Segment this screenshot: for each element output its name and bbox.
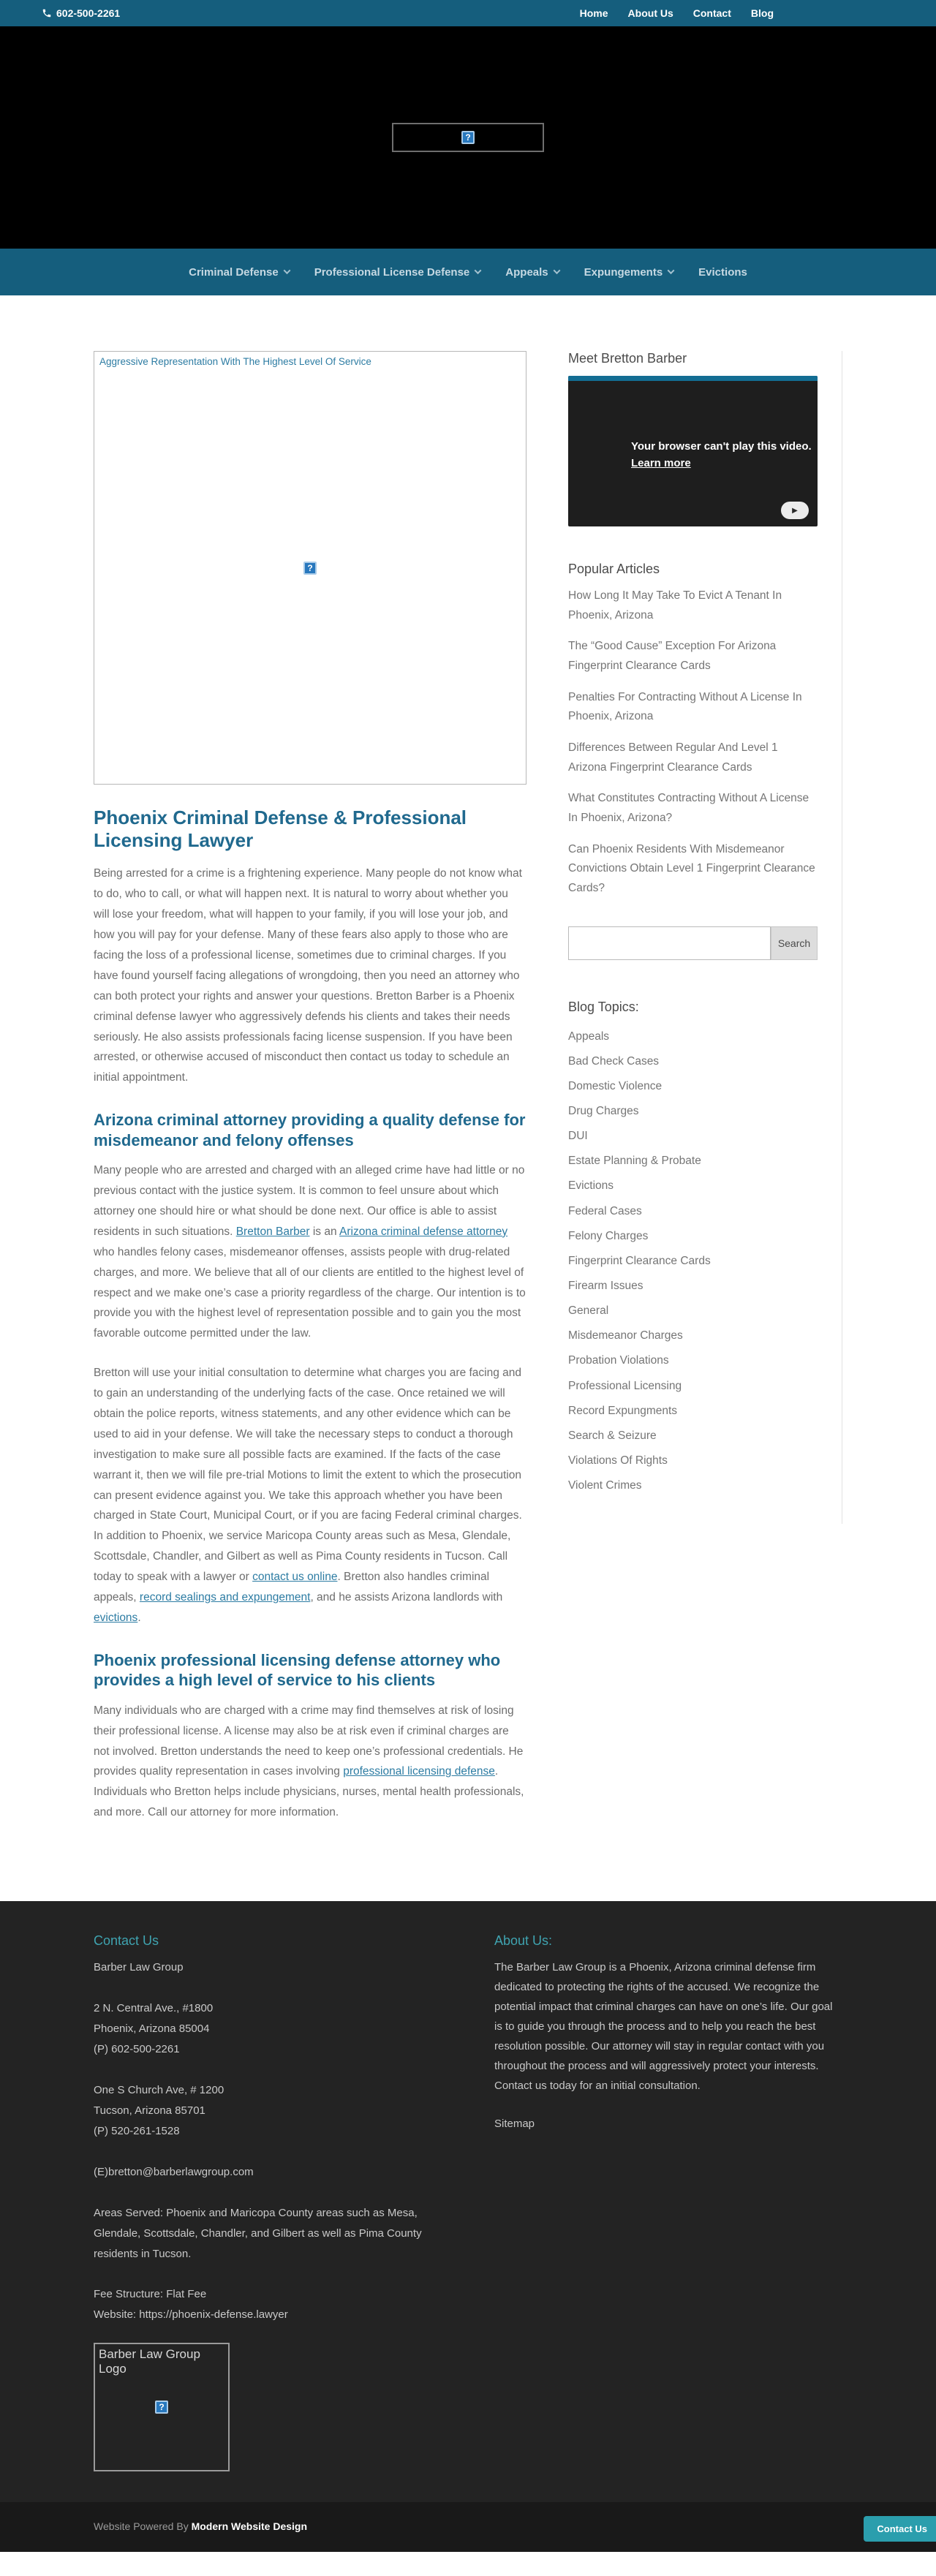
meet-heading: Meet Bretton Barber <box>568 351 687 366</box>
blog-topic-link[interactable]: Misdemeanor Charges <box>568 1329 683 1342</box>
blog-topic-link[interactable]: Domestic Violence <box>568 1079 663 1092</box>
hero-image-alt-text: Aggressive Representation With The Highest Level Of Service <box>99 356 371 367</box>
sidebar <box>568 351 842 1524</box>
footer-about-column <box>494 1933 842 2471</box>
site-header <box>0 26 936 249</box>
footer-contact-line: Phoenix, Arizona 85004 <box>94 2022 210 2035</box>
broken-image-icon: ? <box>461 131 475 144</box>
blog-topic-link[interactable]: Estate Planning & Probate <box>568 1155 701 1168</box>
broken-image-icon: ? <box>155 2401 168 2414</box>
footer-contact-line: (E)bretton@barberlawgroup.com <box>94 2166 254 2178</box>
primary-nav-label: Expungements <box>584 265 663 279</box>
footer-contact-line <box>94 2142 443 2162</box>
broken-image-icon: ? <box>303 562 317 575</box>
blog-topic-link[interactable]: Probation Violations <box>568 1354 669 1367</box>
popular-article-link[interactable]: The “Good Cause” Exception For Arizona Fingerprint Clearance Cards <box>568 640 777 672</box>
primary-nav-label: Appeals <box>505 265 548 279</box>
inline-text-link[interactable]: professional licensing defense <box>343 1765 495 1778</box>
footer <box>0 1901 936 2502</box>
search-button[interactable]: Search <box>771 926 818 960</box>
chevron-down-icon <box>283 267 290 274</box>
consultation-paragraph: Bretton will use your initial consultation to determine what charges you are facing and to gain an understanding of the underlying facts of the case. Once retained we will obtain the police reports, witness statements, and any other evidence which can be used to aid in your defense. We will take the necessary steps to conduct a thorough investigation to make sure all possible facts are examined. If the facts of the case warrant it, then we will file pre-trial Motions to limit the extent to which the prosecution can present evidence against you. We take this approach whether you have been charged in State Court, Municipal Court, or if you are facing Federal criminal charges. In addition to Phoenix, we service Maricopa County areas such as Mesa, Glendale, Scottsdale, Chandler, and Gilbert as well as Pima County residents in Tucson. Call today to speak with a lawyer or contact us online. Bretton also handles criminal appeals, record sealings and expungement, and he assists Arizona landlords with evictions. <box>94 1367 522 1624</box>
blog-topics-heading: Blog Topics: <box>568 999 639 1014</box>
phone-link[interactable] <box>42 7 120 19</box>
primary-nav-item[interactable] <box>189 266 290 279</box>
main-column <box>94 351 526 1872</box>
primary-nav-item[interactable] <box>584 266 674 279</box>
hero-broken-image <box>94 351 526 785</box>
blog-topic-link[interactable]: Firearm Issues <box>568 1279 644 1292</box>
footer-contact-line <box>94 2060 443 2080</box>
blog-topic-link[interactable]: Federal Cases <box>568 1204 642 1217</box>
blog-topic-link[interactable]: Appeals <box>568 1030 610 1043</box>
inline-text-link[interactable]: evictions <box>94 1611 138 1624</box>
intro-paragraph: Being arrested for a crime is a frightening experience. Many people do not know what to do, who to call, or what will happen next. It is natural to worry about whether you will lose your freedom, what will happen to your family, if you will lose your job, and how you will pay for your defense. Many of these fears also apply to those who are facing the loss of a professional license, sometimes due to criminal charges. If you have found yourself facing allegations of wrongdoing, then you need an attorney who can both protect your rights and answer your questions. Bretton Barber is a Phoenix criminal defense lawyer who aggressively defends his clients and takes their needs seriously. He also assists professionals facing license suspension. If you have been arrested, or otherwise accused of misconduct then contact us today to schedule an initial appointment. <box>94 867 522 1084</box>
footer-logo-alt-text: Barber Law Group Logo <box>99 2347 200 2376</box>
chevron-down-icon <box>553 267 560 274</box>
blog-topic-link[interactable]: Violations Of Rights <box>568 1454 668 1467</box>
sitemap-link[interactable]: Sitemap <box>494 2118 535 2130</box>
secondary-nav-link[interactable]: Contact <box>692 7 731 19</box>
blog-topic-link[interactable]: Violent Crimes <box>568 1479 642 1492</box>
video-play-button[interactable] <box>781 502 809 519</box>
footer-contact-line: 2 N. Central Ave., #1800 <box>94 2002 214 2014</box>
footer-contact-heading: Contact Us <box>94 1933 159 1948</box>
popular-articles-heading: Popular Articles <box>568 562 660 576</box>
footer-contact-line: (P) 520-261-1528 <box>94 2125 180 2137</box>
footer-fee-structure: Fee Structure: Flat Fee <box>94 2288 207 2301</box>
video-top-bar <box>568 376 818 381</box>
popular-articles-list <box>568 586 818 899</box>
footer-areas-served: Areas Served: Phoenix and Maricopa County areas such as Mesa, Glendale, Scottsdale, Chandler, and Gilbert as well as Pima County residents in Tucson. <box>94 2207 422 2260</box>
primary-nav-item[interactable] <box>505 266 559 279</box>
site-logo-broken-image[interactable] <box>392 123 544 152</box>
footer-logo-broken-image <box>94 2343 230 2471</box>
page-title: Phoenix Criminal Defense & Professional Licensing Lawyer <box>94 807 467 852</box>
licensing-attorney-heading: Phoenix professional licensing defense attorney who provides a high level of service to his clients <box>94 1650 501 1690</box>
blog-topic-link[interactable]: General <box>568 1304 609 1318</box>
blog-topic-link[interactable]: DUI <box>568 1130 588 1143</box>
blog-topic-link[interactable]: Drug Charges <box>568 1104 639 1117</box>
footer-contact-line: Tucson, Arizona 85701 <box>94 2104 205 2117</box>
inline-text-link[interactable]: record sealings and expungement <box>139 1590 311 1604</box>
blog-topics-list <box>568 1030 818 1494</box>
inline-text-link[interactable]: contact us online <box>252 1571 338 1584</box>
popular-article-link[interactable]: Can Phoenix Residents With Misdemeanor Convictions Obtain Level 1 Fingerprint Clearance Cards? <box>568 842 815 894</box>
video-error-message: Your browser can't play this video. Learn more <box>631 439 812 472</box>
phone-number: 602-500-2261 <box>56 7 121 19</box>
primary-nav-label: Criminal Defense <box>189 265 279 279</box>
video-player[interactable] <box>568 376 818 526</box>
phone-icon <box>42 8 52 18</box>
bottom-bar <box>0 2502 936 2552</box>
play-icon: ▶ <box>792 506 798 515</box>
popular-article-link[interactable]: How Long It May Take To Evict A Tenant In Phoenix, Arizona <box>568 589 782 622</box>
search-input[interactable] <box>568 926 771 960</box>
blog-topic-link[interactable]: Search & Seizure <box>568 1429 657 1442</box>
footer-website: Website: https://phoenix-defense.lawyer <box>94 2308 288 2321</box>
chevron-down-icon <box>668 267 675 274</box>
blog-topic-link[interactable]: Professional Licensing <box>568 1379 682 1392</box>
footer-contact-line: Barber Law Group <box>94 1961 184 1973</box>
sidebar-search <box>568 926 818 960</box>
video-learn-more-link[interactable]: Learn more <box>631 456 691 469</box>
blog-topic-link[interactable]: Felony Charges <box>568 1229 649 1242</box>
inline-text-link[interactable]: Arizona criminal defense attorney <box>339 1225 508 1238</box>
footer-contact-lines <box>94 1957 443 2183</box>
secondary-nav-link[interactable]: Blog <box>750 7 774 19</box>
blog-topic-link[interactable]: Fingerprint Clearance Cards <box>568 1254 711 1267</box>
primary-nav <box>0 249 936 295</box>
inline-text-link[interactable]: Bretton Barber <box>235 1225 310 1238</box>
secondary-nav <box>580 7 774 19</box>
footer-contact-line: One S Church Ave, # 1200 <box>94 2084 224 2096</box>
criminal-attorney-paragraph: Many people who are arrested and charged with an alleged crime have had little or no previous contact with the justice system. It is common to feel unsure about which attorney one should hire or what should be done next. Our office is able to assist residents in such situations. Bretton Barber is an Arizona criminal defense attorney who handles felony cases, misdemeanor offenses, assists people with drug-related charges, and more. We believe that all of our clients are entitled to the highest level of respect and we make one’s case a priority regardless of the charge. Our intention is to provide you with the highest level of representation possible and to gain you the most favorable outcome permitted under the law. <box>94 1164 526 1340</box>
blog-topic-link[interactable]: Record Expungments <box>568 1404 678 1417</box>
licensing-paragraph: Many individuals who are charged with a crime may find themselves at risk of losing their professional license. A license may also be at risk even if criminal charges are not involved. Bretton understands the need to keep one’s professional credentials. He provides quality representation in cases involving professional licensing defense. Individuals who Bretton helps include physicians, nurses, mental health professionals, and more. Call our attorney for more information. <box>94 1704 524 1819</box>
content-area <box>94 295 842 1901</box>
footer-contact-line: (P) 602-500-2261 <box>94 2043 180 2055</box>
footer-contact-column <box>94 1933 443 2471</box>
criminal-attorney-heading: Arizona criminal attorney providing a quality defense for misdemeanor and felony offenses <box>94 1111 526 1149</box>
blog-topic-link[interactable]: Evictions <box>568 1179 614 1193</box>
floating-contact-button[interactable]: Contact Us <box>864 2516 936 2542</box>
popular-article-link[interactable]: Penalties For Contracting Without A License In Phoenix, Arizona <box>568 690 802 723</box>
chevron-down-icon <box>475 267 482 274</box>
secondary-nav-link[interactable]: About Us <box>627 7 673 19</box>
primary-nav-label: Evictions <box>698 265 747 279</box>
popular-article-link[interactable]: Differences Between Regular And Level 1 Arizona Fingerprint Clearance Cards <box>568 741 778 774</box>
secondary-nav-link[interactable]: Home <box>579 7 608 19</box>
powered-by-brand: Modern Website Design <box>191 2520 308 2532</box>
blog-topic-link[interactable]: Bad Check Cases <box>568 1054 660 1068</box>
primary-nav-item[interactable] <box>314 266 481 279</box>
footer-about-text: The Barber Law Group is a Phoenix, Arizona criminal defense firm dedicated to protecting the rights of the accused. We recognize the potential impact that criminal charges can have on one’s life. Our goal is to guide you through the process and to help you reach the best resolution possible. Our attorney will stay in regular contact with you throughout the process and will aggressively protect your interests. Contact us today for an initial consultation. <box>494 1961 833 2092</box>
top-bar <box>0 0 936 26</box>
popular-article-link[interactable]: What Constitutes Contracting Without A License In Phoenix, Arizona? <box>568 792 809 824</box>
primary-nav-item[interactable] <box>698 266 747 279</box>
primary-nav-label: Professional License Defense <box>314 265 470 279</box>
footer-contact-line <box>94 1978 443 1998</box>
footer-about-heading: About Us: <box>494 1933 553 1948</box>
powered-by-text: Website Powered By Modern Website Design <box>94 2520 308 2532</box>
